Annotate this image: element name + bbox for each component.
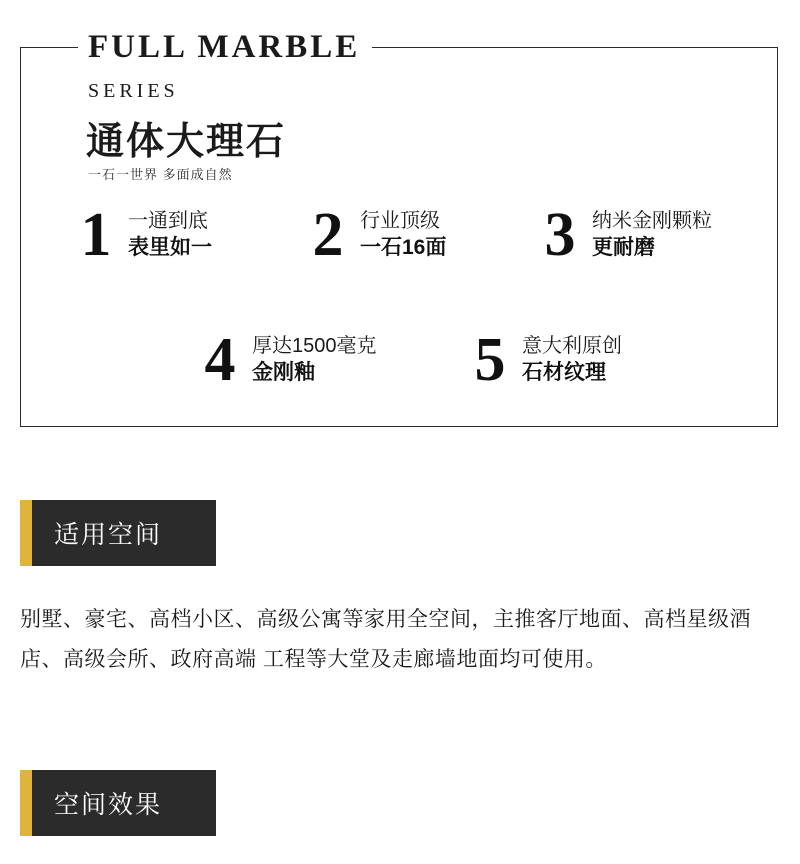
feature-number: 4 [204, 326, 236, 394]
hero-title-series: SERIES [88, 80, 179, 102]
feature-line-primary: 纳米金刚颗粒 [592, 210, 712, 232]
feature-item [308, 201, 540, 269]
section-accent-bar [20, 500, 32, 566]
feature-text [592, 204, 712, 262]
applicable-spaces-paragraph: 别墅、豪宅、高档小区、高级公寓等家用全空间，主推客厅地面、高档星级酒店、高级会所、政府高端 工程等大堂及走廊墙地面均可使用。 [20, 608, 751, 671]
feature-item [76, 201, 308, 269]
feature-item [470, 326, 720, 394]
hero-title-chinese: 通体大理石 [86, 121, 287, 163]
feature-row-top [76, 201, 776, 269]
feature-line-primary: 意大利原创 [522, 335, 622, 357]
feature-text [252, 329, 377, 387]
feature-line-primary: 厚达1500毫克 [252, 335, 377, 357]
section-label-box [32, 770, 216, 836]
feature-line-primary: 行业顶级 [360, 210, 440, 232]
feature-text [128, 204, 212, 262]
hero-title-english: FULL MARBLE [78, 24, 372, 70]
hero-subtitle-chinese: 一石一世界 多面成自然 [88, 167, 233, 182]
section-heading-applicable-spaces [20, 500, 216, 566]
feature-number: 5 [474, 326, 506, 394]
section-label-box [32, 500, 216, 566]
feature-number: 3 [544, 201, 576, 269]
feature-line-secondary: 更耐磨 [592, 236, 655, 259]
feature-item [540, 201, 772, 269]
feature-line-secondary: 一石16面 [360, 236, 447, 259]
feature-line-secondary: 金刚釉 [252, 361, 315, 384]
feature-number: 2 [312, 201, 344, 269]
section-heading-space-effect [20, 770, 216, 836]
feature-text [360, 204, 446, 262]
feature-line-secondary: 表里如一 [128, 236, 212, 259]
feature-item [200, 326, 470, 394]
feature-line-secondary: 石材纹理 [522, 361, 606, 384]
section-accent-bar [20, 770, 32, 836]
feature-row-bottom [200, 326, 720, 394]
section-label-text: 适用空间 [54, 521, 163, 549]
hero-section [20, 24, 780, 428]
feature-number: 1 [80, 201, 112, 269]
feature-text [522, 329, 622, 387]
section-label-text: 空间效果 [54, 791, 163, 819]
feature-line-primary: 一通到底 [128, 210, 208, 232]
